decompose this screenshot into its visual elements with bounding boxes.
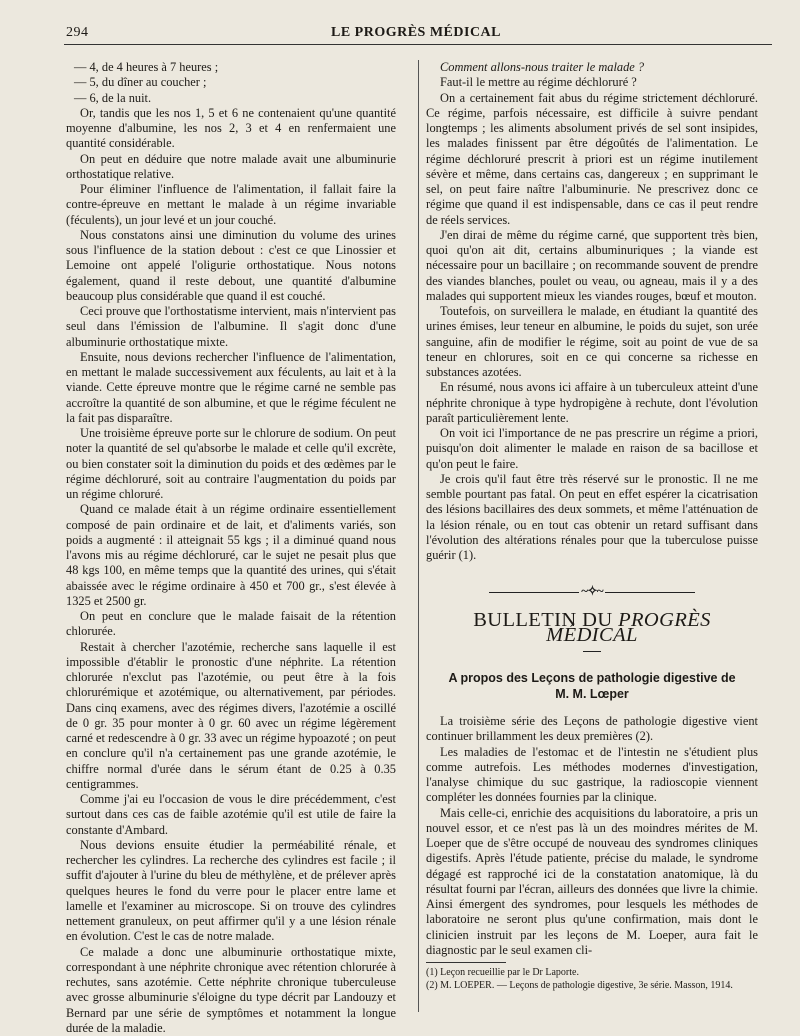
footnote-rule	[426, 962, 506, 963]
header-rule	[64, 44, 772, 45]
paragraph: Je crois qu'il faut être très réservé sur le pronostic. Il ne me semble pourtant pas fatal. On peut en effet espérer la cicatrisation des lésions bacillaires des deux sommets, et même l'atténuation de la lésion rénale, ou en tout cas obtenir un retard suffisant dans l'évolution des altérations rénales pour que la tuberculose puisse guérir (1).	[426, 472, 758, 564]
footnote: (2) M. LOEPER. — Leçons de pathologie digestive, 3e série. Masson, 1914.	[426, 980, 758, 993]
paragraph: Ceci prouve que l'orthostatisme intervient, mais n'intervient pas seul dans l'émission de l'albumine. Il s'agit donc d'une albuminurie orthostatique mixte.	[66, 304, 396, 350]
paragraph: Comme j'ai eu l'occasion de vous le dire précédemment, c'est surtout dans ces cas de faible azotémie qu'il est utile de faire la constante d'Ambard.	[66, 792, 396, 838]
article-title	[426, 670, 758, 702]
paragraph: Or, tandis que les nos 1, 5 et 6 ne contenaient qu'une quantité moyenne d'albumine, les nos 2, 3 et 4 en renfermaient une quantité considérable.	[66, 106, 396, 152]
right-column	[426, 60, 758, 992]
page-number: 294	[66, 25, 89, 41]
paragraph: Ce malade a donc une albuminurie orthostatique mixte, correspondant à une néphrite chronique avec rétention chlorurée à rechutes, sans azotémie. Cette néphrite chronique tuberculeuse avec grosse albuminurie s'éloigne du type décrit par Landouzy et Bernard par une série de symptômes et notamment la longue durée de la maladie.	[66, 945, 396, 1036]
column-rule	[418, 60, 419, 1012]
bulletin-heading	[426, 613, 758, 644]
divider-line	[605, 592, 695, 593]
running-head	[66, 25, 766, 45]
lead-question: Comment allons-nous traiter le malade ?	[426, 60, 758, 75]
paragraph: J'en dirai de même du régime carné, que supportent très bien, quoi qu'on ait dit, certains albuminuriques ; la viande est nécessaire pour un bacillaire ; on recommande souvent de prendre des viandes blanches, poulet ou veau, ou agneau, mais il y a des malades qui supportent mieux les viandes rouges, bœuf et mouton.	[426, 228, 758, 304]
paragraph: Quand ce malade était à un régime ordinaire essentiellement composé de pain ordinaire et de lait, et d'aliments variés, son poids a augmenté : il atteignait 55 kgs ; il a diminué quand nous l'avons mis au régime déchloruré, car le sujet ne pesait plus que 48 kgs 100, en même temps que la quantité des urines, qui s'était abaissée avec le régime ordinaire à 450 et 700 gr., s'est élevée à 1325 et 2500 gr.	[66, 502, 396, 609]
journal-title: LE PROGRÈS MÉDICAL	[66, 25, 766, 41]
paragraph: Toutefois, on surveillera le malade, en étudiant la quantité des urines émises, leur teneur en albumine, le poids du sujet, son urée sanguine, afin de modifier le régime, soit au point de vue de sa teneur en chlorures, soit en ce qui concerne sa richesse en substances azotées.	[426, 304, 758, 380]
paragraph: On peut en conclure que le malade faisait de la rétention chlorurée.	[66, 609, 396, 640]
divider-ornament: ~✧~	[581, 583, 602, 598]
paragraph: Nous constatons ainsi une diminution du volume des urines sous l'influence de la station debout : c'est ce que Linossier et Lemoine ont appelé l'oligurie orthostatique. Nous notons également, quand il reste debout, une quantité d'albumine beaucoup plus considérable que quand il est couché.	[66, 228, 396, 304]
heading-rule	[583, 651, 601, 652]
article-title-line-1: A propos des Leçons de pathologie digestive de	[426, 670, 758, 686]
list-item: — 6, de la nuit.	[66, 91, 396, 106]
paragraph: Mais celle-ci, enrichie des acquisitions du laboratoire, a pris un nouvel essor, et ce n'est pas là un des moindres mérites de M. Loeper que de s'être occupé de nouveau des syndromes cliniques digestifs. Après l'étude patiente, précise du malade, le syndrome dégagé est rapproché ici de la constatation anatomique, là du résultat fourni par l'écran, ailleurs des données que livre la chimie. Ainsi émergent des syndromes, pour lesquels les méthodes de laboratoire ne seront plus qu'une confirmation, mais dont le clinicien instruit par les leçons de M. Loeper, aura fait le diagnostic par le seul examen cli-	[426, 806, 758, 959]
paragraph: La troisième série des Leçons de pathologie digestive vient continuer brillamment les deux premières (2).	[426, 714, 758, 745]
list-item: — 5, du dîner au coucher ;	[66, 75, 396, 90]
left-column	[66, 60, 396, 1036]
divider-line	[489, 592, 579, 593]
section-divider	[426, 583, 758, 598]
paragraph: Restait à chercher l'azotémie, recherche sans laquelle il est impossible d'établir le pronostic d'une néphrite. La rétention chlorurée n'exclut pas l'azotémie, ou peut être à la fois chlorurémique et azotémique, ou alternativement, par périodes. Dans cinq examens, avec des régimes divers, l'azotémie a oscillé de 0 gr. 35 pour monter à 0 gr. 60 avec un régime légèrement carné et redescendre à 0 gr. 33 avec un régime hypoazoté ; on peut en conclure qu'il n'a certainement pas une grande azotémie, le chiffre normal d'urée dans le sérum étant de 0.25 à 0.35 centigrammes.	[66, 640, 396, 793]
bulletin-title-a: BULLETIN DU	[473, 609, 612, 631]
paragraph: En résumé, nous avons ici affaire à un tuberculeux atteint d'une néphrite chronique à type hydropigène à rechute, dont l'évolution paraît particulièrement lente.	[426, 380, 758, 426]
article-title-line-2: M. M. Lœper	[426, 686, 758, 702]
paragraph: Ensuite, nous devions rechercher l'influence de l'alimentation, en mettant le malade successivement aux féculents, au lait et à la viande. Cette épreuve montre que le régime carné ne semble pas accroître la quantité de son albumine, et que le régime féculent ne la fait pas disparaître.	[66, 350, 396, 426]
paragraph: On voit ici l'importance de ne pas prescrire un régime a priori, puisqu'on doit alimenter le malade en raison de sa bacillose et qu'on peut le faire.	[426, 426, 758, 472]
bulletin-title-b: PROGRÈS MÉDICAL	[546, 609, 711, 646]
footnote: (1) Leçon recueillie par le Dr Laporte.	[426, 967, 758, 980]
paragraph: Pour éliminer l'influence de l'alimentation, il fallait faire la contre-épreuve en mettant le malade à un régime invariable (féculents), un jour levé et un jour couché.	[66, 182, 396, 228]
paragraph: Une troisième épreuve porte sur le chlorure de sodium. On peut noter la quantité de sel qu'absorbe le malade et celle qu'il excrète, ou bien constater soit la diminution du poids et des œdèmes par le régime déchloruré, soit au contraire l'augmentation du poids par un régime chloruré.	[66, 426, 396, 502]
paragraph: On a certainement fait abus du régime strictement déchloruré. Ce régime, parfois nécessaire, est difficile à suivre pendant longtemps ; les aliments absolument privés de sel sont insipides, les malades finissent par être dégoûtés de l'alimentation. Le régime déchloruré prescrit à priori est un régime inutilement sévère et même, dans certains cas, dangereux ; en supprimant le sel, on peut faire naître l'albuminurie. Ne prescrivez donc ce régime que quand il est indispensable, dans ce cas il peut rendre de réels services.	[426, 91, 758, 228]
paragraph: On peut en déduire que notre malade avait une albuminurie orthostatique relative.	[66, 152, 396, 183]
lead-question: Faut-il le mettre au régime déchloruré ?	[426, 75, 758, 90]
paragraph: Les maladies de l'estomac et de l'intestin ne s'étudient plus comme autrefois. Les méthodes modernes d'investigation, l'analyse chimique du suc gastrique, la radioscopie viennent compléter les données fournies par la clinique.	[426, 745, 758, 806]
list-item: — 4, de 4 heures à 7 heures ;	[66, 60, 396, 75]
paragraph: Nous devions ensuite étudier la perméabilité rénale, et rechercher les cylindres. La recherche des cylindres est facile ; il suffit d'ajouter à l'urine du bleu de méthylène, et de prélever après quelques heures le fond du verre pour le placer entre lame et lamelle et l'examiner au microscope. Si on trouve des cylindres nettement granuleux, on peut affirmer qu'il y a une lésion rénale en évolution. C'est le cas de notre malade.	[66, 838, 396, 945]
